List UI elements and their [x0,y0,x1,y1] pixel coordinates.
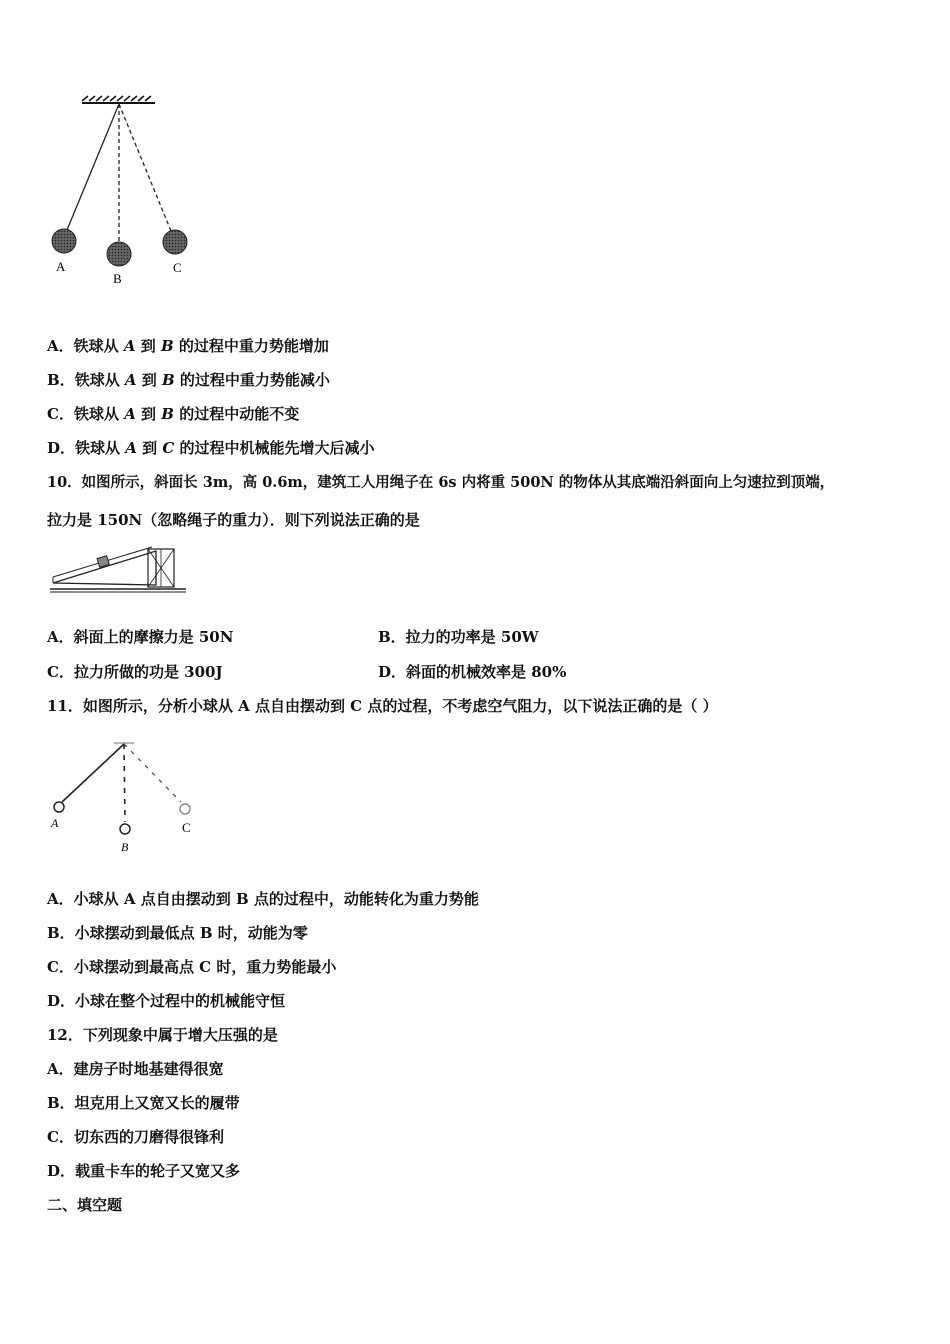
q11-stem: 11．如图所示，分析小球从 A 点自由摆动到 C 点的过程，不考虑空气阻力，以下说法正确的是（ ） [47,697,718,715]
ball-c [163,230,187,254]
ceiling-support [82,96,155,103]
q12-option-c: C．切东西的刀磨得很锋利 [47,1128,224,1146]
string-b [124,744,125,822]
q9-option-d: D．铁球从 A 到 C 的过程中机械能先增大后减小 [47,439,375,457]
label-b: B [113,271,122,286]
q11-option-d: D．小球在整个过程中的机械能守恒 [47,992,286,1010]
q12-option-b: B．坦克用上又宽又长的履带 [47,1094,240,1112]
string-a [62,744,124,802]
q12-option-d: D．载重卡车的轮子又宽又多 [47,1162,241,1180]
q10-stem-line1: 10．如图所示，斜面长 3m，高 0.6m，建筑工人用绳子在 6s 内将重 500N 的物体从其底端沿斜面向上匀速拉到顶端， [47,474,835,491]
section-heading: 二、填空题 [47,1196,123,1214]
pendulum-figure-2 [44,735,204,860]
string-c [124,744,181,802]
ball-c [180,804,190,814]
label-a: A [51,816,59,830]
label-b: B [121,840,129,854]
q10-option-a: A．斜面上的摩擦力是 50N [47,628,234,646]
label-a: A [56,259,66,274]
q11-option-a: A．小球从 A 点自由摆动到 B 点的过程中，动能转化为重力势能 [47,890,479,908]
q11-option-c: C．小球摆动到最高点 C 时，重力势能最小 [47,958,337,976]
q12-stem: 12．下列现象中属于增大压强的是 [47,1026,278,1044]
q9-option-a: A．铁球从 A 到 B 的过程中重力势能增加 [47,337,329,355]
string-a [67,104,119,230]
incline-figure [48,545,188,593]
ball-a [52,229,76,253]
q10-stem-line2: 拉力是 150N（忽略绳子的重力）．则下列说法正确的是 [47,511,420,529]
q11-option-b: B．小球摆动到最低点 B 时，动能为零 [47,924,308,942]
string-c [119,104,171,231]
q9-option-c: C．铁球从 A 到 B 的过程中动能不变 [47,405,300,423]
ball-b [107,242,131,266]
q9-option-b: B．铁球从 A 到 B 的过程中重力势能减小 [47,371,330,389]
label-c: C [173,260,182,275]
ball-a [54,802,64,812]
q10-option-b: B．拉力的功率是 50W [378,628,539,646]
q10-option-d: D．斜面的机械效率是 80% [378,663,567,681]
pendulum-figure-1 [48,95,208,290]
q12-option-a: A．建房子时地基建得很宽 [47,1060,224,1078]
ball-b [120,824,130,834]
label-c: C [182,820,191,835]
q10-option-c: C．拉力所做的功是 300J [47,663,223,681]
